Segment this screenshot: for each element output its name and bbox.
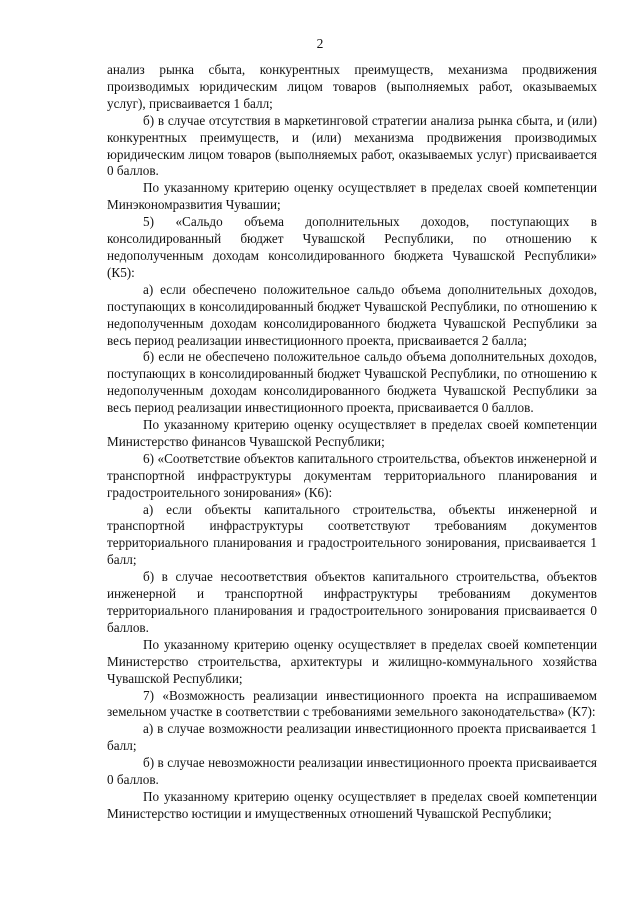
paragraph-competence-k5: По указанному критерию оценку осуществляет в пределах своей компетенции Министерство финансов Чувашской Республики; xyxy=(107,417,597,449)
paragraph-competence-k6: По указанному критерию оценку осуществляет в пределах своей компетенции Министерство строительства, архитектуры и жилищно-коммунального хозяйства Чувашской Республики; xyxy=(107,636,597,686)
paragraph-item-7b: б) в случае невозможности реализации инвестиционного проекта присваивается 0 баллов. xyxy=(107,755,597,788)
page-number: 2 xyxy=(316,36,324,51)
paragraph-competence-k4: По указанному критерию оценку осуществляет в пределах своей компетенции Минэкономразвития Чувашии; xyxy=(107,180,597,213)
paragraph-item-6b: б) в случае несоответствия объектов капитального строительства, объектов инженерной и транспортной инфраструктуры требованиям документов территориального планирования и градостроительного зонирования присваивается 0 баллов. xyxy=(107,569,597,635)
paragraph-criterion-k7: 7) «Возможность реализации инвестиционного проекта на испрашиваемом земельном участке в соответствии с требованиями земельного законодательства» (К7): xyxy=(107,687,597,720)
document-body xyxy=(107,62,597,823)
paragraph-item-6a: а) если объекты капитального строительства, объекты инженерной и транспортной инфраструктуры соответствуют требованиям документов территориального планирования и градостроительного зонирования, присваивается 1 балл; xyxy=(107,501,597,568)
paragraph-item-4b: б) в случае отсутствия в маркетинговой стратегии анализа рынка сбыта, и (или) конкурентных преимуществ, и (или) механизма продвижения производимых юридическим лицом товаров (выполняемых работ, оказываемых услуг) присваивается 0 баллов. xyxy=(107,112,597,179)
paragraph-criterion-k5: 5) «Сальдо объема дополнительных доходов, поступающих в консолидированный бюджет Чувашской Республики, по отношению к недополученным доходам консолидированного бюджета Чувашской Республики» (К5): xyxy=(107,214,597,280)
paragraph-item-5a: а) если обеспечено положительное сальдо объема дополнительных доходов, поступающих в консолидированный бюджет Чувашской Республики, по отношению к недополученным доходам консолидированного бюджета Чувашской Республики за весь период реализации инвестиционного проекта, присваивается 2 балла; xyxy=(107,281,597,348)
paragraph-competence-k7: По указанному критерию оценку осуществляет в пределах своей компетенции Министерство юстиции и имущественных отношений Чувашской Республики; xyxy=(107,788,597,821)
paragraph-continuation: анализ рынка сбыта, конкурентных преимуществ, механизма продвижения производимых юридическим лицом товаров (выполняемых работ, оказываемых услуг), присваивается 1 балл; xyxy=(107,62,597,111)
paragraph-criterion-k6: 6) «Соответствие объектов капитального строительства, объектов инженерной и транспортной инфраструктуры документам территориального планирования и градостроительного зонирования» (К6): xyxy=(107,450,597,500)
paragraph-item-7a: а) в случае возможности реализации инвестиционного проекта присваивается 1 балл; xyxy=(107,721,597,754)
paragraph-item-5b: б) если не обеспечено положительное сальдо объема дополнительных доходов, поступающих в консолидированный бюджет Чувашской Республики, по отношению к недополученным доходам консолидированного бюджета Чувашской Республики за весь период реализации инвестиционного проекта, присваивается 0 баллов. xyxy=(107,349,597,416)
